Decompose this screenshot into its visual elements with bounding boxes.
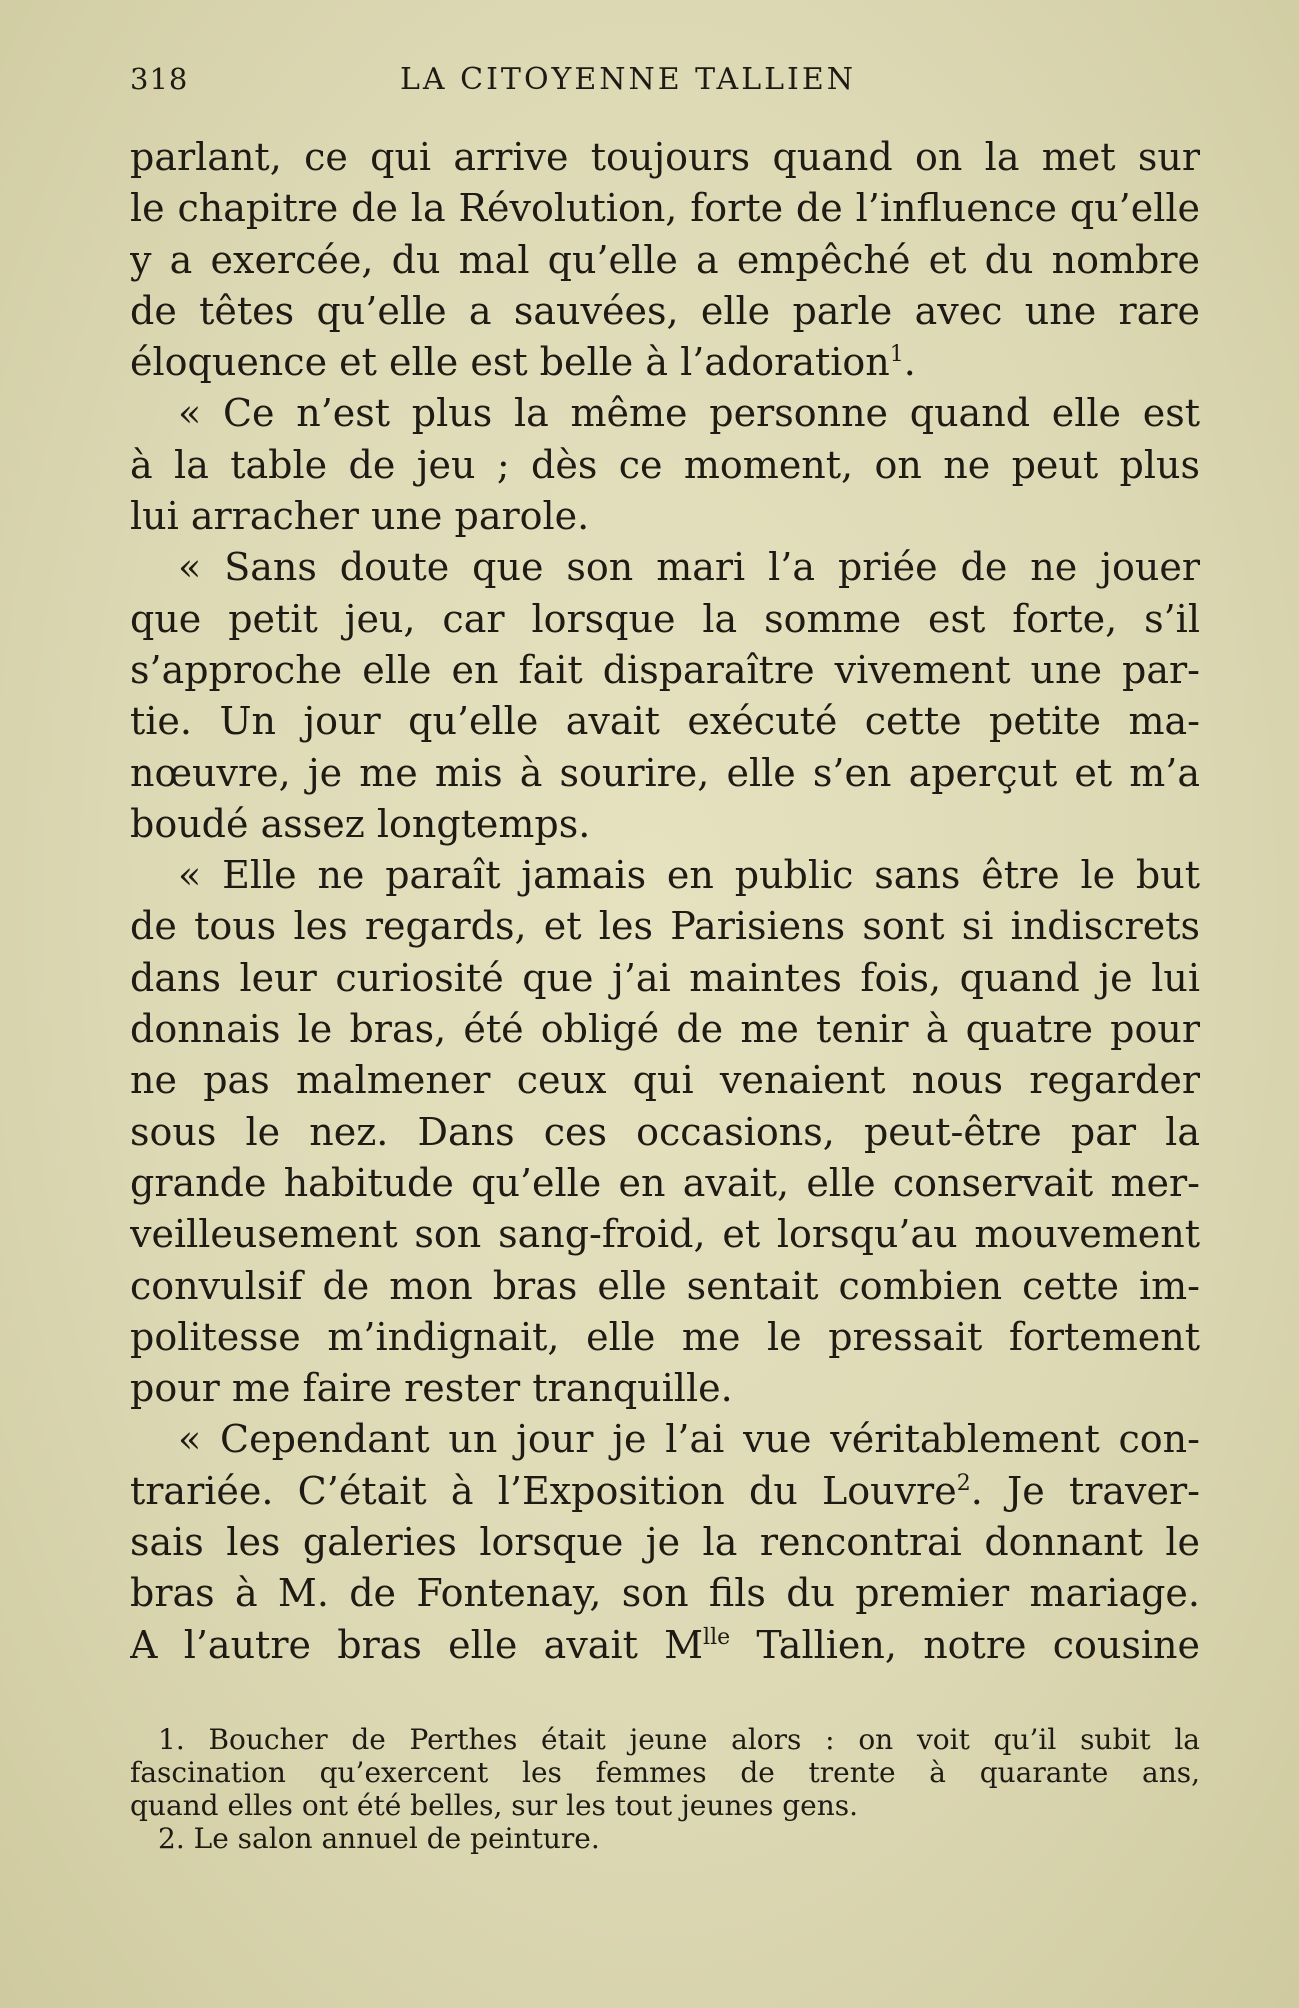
- footnotes: [130, 1723, 1200, 1855]
- text-line: ne pas malmener ceux qui venaient nous regarder: [130, 1058, 1200, 1103]
- text-line: convulsif de mon bras elle sentait combien cette im-: [130, 1263, 1200, 1308]
- text-line: donnais le bras, été obligé de me tenir à quatre pour: [130, 1007, 1200, 1052]
- text-line: de têtes qu’elle a sauvées, elle parle avec une rare: [130, 288, 1200, 333]
- footnote-ref: 2: [956, 1470, 971, 1496]
- text-line: s’approche elle en fait disparaître vivement une par-: [130, 647, 1200, 692]
- footnote-line: 1. Boucher de Perthes était jeune alors : on voit qu’il subit la: [158, 1723, 1200, 1756]
- text-line: veilleusement son sang-froid, et lorsqu’au mouvement: [130, 1212, 1200, 1257]
- text-line: y a exercée, du mal qu’elle a empêché et du nombre: [130, 237, 1200, 282]
- footnote-ref: 1: [889, 342, 904, 368]
- body-text: [130, 132, 1200, 1671]
- text-line: à la table de jeu ; dès ce moment, on ne peut plus: [130, 442, 1200, 487]
- running-head: [130, 62, 1200, 106]
- text-line: bras à M. de Fontenay, son fils du premier mariage.: [130, 1571, 1200, 1616]
- footnote-line: quand elles ont été belles, sur les tout jeunes gens.: [130, 1789, 859, 1822]
- abbrev-superscript: lle: [703, 1624, 731, 1650]
- page-number: 318: [130, 62, 189, 96]
- text-line: nœuvre, je me mis à sourire, elle s’en aperçut et m’a: [130, 750, 1200, 795]
- text-line: le chapitre de la Révolution, forte de l’influence qu’elle: [130, 186, 1200, 231]
- text-line: lui arracher une parole.: [130, 494, 590, 539]
- text-line: de tous les regards, et les Parisiens sont si indiscrets: [130, 904, 1200, 949]
- text-line: « Cependant un jour je l’ai vue véritablement con-: [178, 1417, 1200, 1462]
- text-line: « Ce n’est plus la même personne quand elle est: [178, 391, 1200, 436]
- text-line: A l’autre bras elle avait $M^{lle}$ Tallien, notre cousine: [130, 1622, 1200, 1667]
- text-line: tie. Un jour qu’elle avait exécuté cette petite ma-: [130, 699, 1200, 744]
- text-line: boudé assez longtemps.: [130, 801, 591, 846]
- text-line: éloquence et elle est belle à l’adoration$^1$.: [130, 340, 916, 385]
- text-line: « Elle ne paraît jamais en public sans être le but: [178, 853, 1200, 898]
- text-line: que petit jeu, car lorsque la somme est forte, s’il: [130, 596, 1200, 641]
- text-line: « Sans doute que son mari l’a priée de ne jouer: [178, 545, 1200, 590]
- footnote-line: 2. Le salon annuel de peinture.: [158, 1822, 600, 1855]
- running-title: LA CITOYENNE TALLIEN: [400, 62, 857, 97]
- text-line: trariée. C’était à l’Exposition du Louvre$^2$. Je traver-: [130, 1468, 1200, 1513]
- text-line: parlant, ce qui arrive toujours quand on la met sur: [130, 135, 1200, 179]
- text-line: pour me faire rester tranquille.: [130, 1366, 733, 1411]
- text-line: grande habitude qu’elle en avait, elle conservait mer-: [130, 1160, 1200, 1205]
- text-line: dans leur curiosité que j’ai maintes fois, quand je lui: [130, 955, 1200, 1000]
- text-line: sous le nez. Dans ces occasions, peut-être par la: [130, 1109, 1200, 1154]
- footnote-line: fascination qu’exercent les femmes de trente à quarante ans,: [130, 1756, 1200, 1789]
- text-line: sais les galeries lorsque je la rencontrai donnant le: [130, 1520, 1200, 1565]
- text-line: politesse m’indignait, elle me le pressait fortement: [130, 1314, 1200, 1359]
